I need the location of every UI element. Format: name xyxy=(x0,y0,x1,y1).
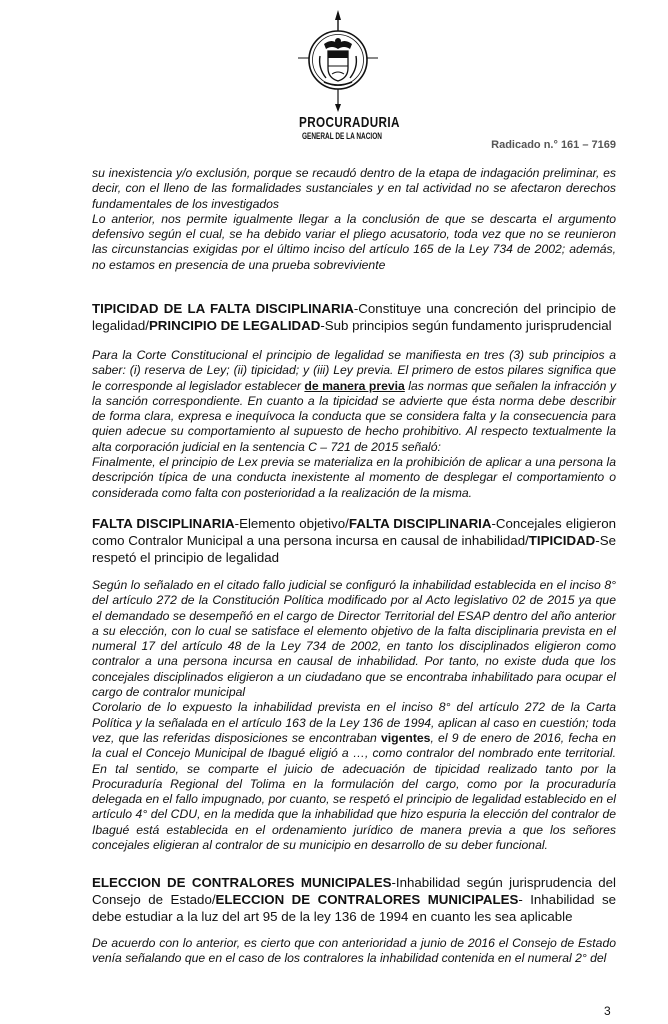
heading-text: -Se respetó el principio de legalidad xyxy=(92,533,616,565)
tipicidad-paragraph-1 xyxy=(92,348,616,455)
falta-paragraph-1: Según lo señalado en el citado fallo judicial se configuró la inhabilidad establecida en el inciso 8° del artículo 272 de la Constitución Política modificado por al Acto legislativo 02 de 2015 ya que el demandado se desempeñó en el cargo de Director Territorial del ESAP dentro del año anterior a su elección, con lo cual se satisface el elemento objetivo de la falta disciplinaria prevista en el numeral 17 del artículo 48 de la Ley 734 de 2002, en tanto los disciplinados eligieron como contralor a una persona incursa en causal de inhabilidad. Por tanto, no existe duda que los concejales disciplinados eligieron a un ciudadano que se encontraba inhabilitado para ocupar el cargo de contralor municipal xyxy=(92,578,616,700)
eleccion-heading xyxy=(92,874,616,925)
procuraduria-logo xyxy=(288,8,400,158)
tipicidad-paragraph-2: Finalmente, el principio de Lex previa se materializa en la prohibición de aplicar a una persona la descripción típica de una conducta inexistente al momento de desplegar el comportamiento o considerada como falta con posterioridad a la realización de la misma. xyxy=(92,455,616,500)
heading-term: ELECCION DE CONTRALORES MUNICIPALES xyxy=(92,875,392,890)
heading-text: -Concejales eligieron como Contralor Municipal a una persona incursa en causal de inhabilidad/ xyxy=(92,516,616,548)
heading-term: FALTA DISCIPLINARIA xyxy=(348,516,492,531)
text-run: las normas que señalen la infracción y la sanción correspondiente. En cuanto a la tipicidad se advierte que ésta norma debe describir de forma clara, expresa e inequívoca la conducta que se considera falta y la consecuencia para quien adecue su comportamiento al supuesto de hecho prohibitivo. Al respecto textualmente la alta corporación judicial en la sentencia C – 721 de 2015 señaló: xyxy=(92,378,616,454)
heading-term: PRINCIPIO DE LEGALIDAD xyxy=(148,318,321,333)
heading-text: -Elemento objetivo/ xyxy=(234,516,349,531)
intro-paragraph-2: Lo anterior, nos permite igualmente llegar a la conclusión de que se descarta el argumento defensivo según el cual, se ha debido variar el pliego acusatorio, toda vez que no se reunieron las circunstancias exigidas por el último inciso del artículo 165 de la Ley 734 de 2002; además, no estamos en presencia de una prueba sobreviviente xyxy=(92,211,616,272)
eleccion-section xyxy=(92,936,616,967)
intro-paragraph-1: su inexistencia y/o exclusión, porque se recaudó dentro de la etapa de indagación preliminar, es decir, con el lleno de las formalidades sustanciales y en tal actividad no se afectaron derechos fundamentales de los investigados xyxy=(92,166,616,211)
falta-heading xyxy=(92,515,616,566)
heading-term: FALTA DISCIPLINARIA xyxy=(92,516,235,531)
emphasis-text: vigentes xyxy=(381,730,431,745)
heading-term: ELECCION DE CONTRALORES MUNICIPALES xyxy=(215,892,519,907)
page-number: 3 xyxy=(604,1004,611,1018)
heading-text: - Inhabilidad se debe estudiar a la luz del art 95 de la ley 136 de 1994 en cuanto les sea aplicable xyxy=(92,892,616,924)
heading-text: -Constituye una concreción del principio de legalidad/ xyxy=(92,301,616,333)
heading-text: -Inhabilidad según jurisprudencia del Consejo de Estado/ xyxy=(92,875,616,907)
text-run: Para la Corte Constitucional el principio de legalidad se manifiesta en tres (3) sub principios a saber: (i) reserva de Ley; (ii) tipicidad; y (iii) Ley previa. El primero de estos pilares significa que le corresponde al legislador establecer xyxy=(92,348,616,393)
falta-section xyxy=(92,578,616,853)
heading-term: TIPICIDAD DE LA FALTA DISCIPLINARIA xyxy=(92,301,354,316)
radicado-number: Radicado n.° 161 – 7169 xyxy=(491,139,616,151)
heading-text: -Sub principios según fundamento jurisprudencial xyxy=(320,318,612,333)
tipicidad-section xyxy=(92,348,616,501)
coat-of-arms-icon xyxy=(288,8,388,114)
tipicidad-heading xyxy=(92,300,616,334)
emphasis-text: de manera previa xyxy=(304,378,405,393)
text-run: Corolario de lo expuesto la inhabilidad prevista en el inciso 8° del artículo 272 de la Carta Política y la señalada en el artículo 163 de la Ley 136 de 1994, aplican al caso en cuestión; toda vez, que las referidas disposiciones se encontraban xyxy=(92,700,616,745)
intro-section xyxy=(92,166,616,273)
logo-title: PROCURADURIA xyxy=(299,114,400,131)
eleccion-paragraph-1: De acuerdo con lo anterior, es cierto que con anterioridad a junio de 2016 el Consejo de Estado venía señalando que en el caso de los contralores la inhabilidad contenida en el numeral 2° del xyxy=(92,936,616,966)
logo-subtitle: GENERAL DE LA NACION xyxy=(302,131,382,141)
falta-paragraph-2 xyxy=(92,700,616,853)
heading-term: TIPICIDAD xyxy=(528,533,596,548)
text-run: , el 9 de enero de 2016, fecha en la cual el Concejo Municipal de Ibagué eligió a …, como contralor del nombrado ente territorial. En tal sentido, se comparte el juicio de adecuación de tipicidad realizado tanto por la Procuraduría Regional del Tolima en la formulación del cargo, como por la procuraduría delegada en el fallo impugnado, por cuanto, se respetó el principio de legalidad establecido en el artículo 4° del CDU, en la medida que la inhabilidad que hizo espuria la elección del contralor de Ibagué está establecida en el ordenamiento jurídico de manera previa a que los señores concejales eligieran al contralor de su municipio en desarrollo de su deber funcional. xyxy=(92,730,616,853)
logo-wordmark xyxy=(288,114,400,142)
